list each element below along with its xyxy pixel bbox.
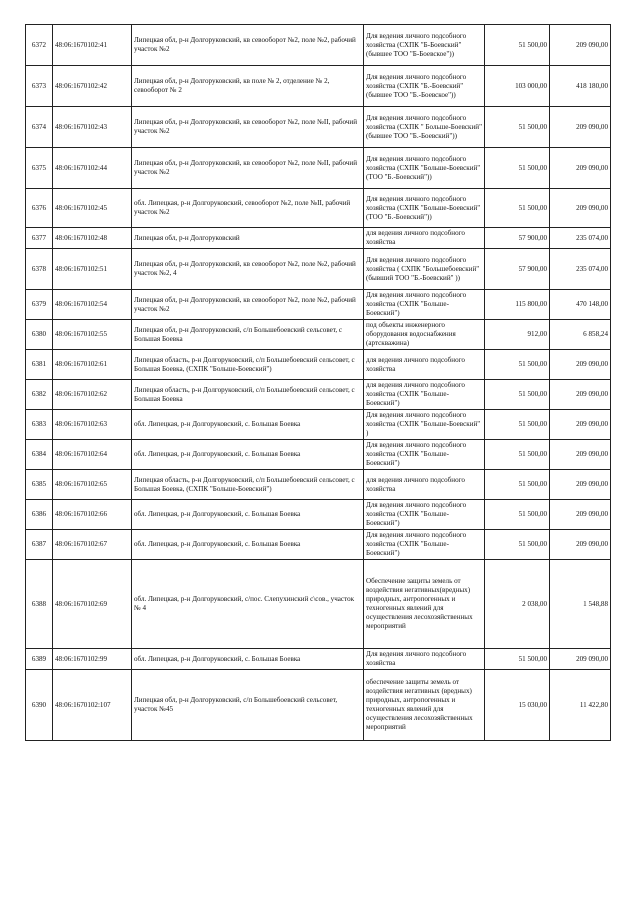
- table-row: [26, 410, 611, 440]
- permitted-use-cell: Для ведения личного подсобного хозяйства (СХПК "Больше-Боевский"): [364, 530, 485, 560]
- cadastral-value-cell: 6 858,24: [550, 320, 611, 350]
- table-row: [26, 380, 611, 410]
- table-row: [26, 649, 611, 670]
- cadastral-number-cell: 48:06:1670102:65: [53, 470, 132, 500]
- cadastral-value-cell: 235 074,00: [550, 228, 611, 249]
- area-cell: 51 500,00: [485, 649, 550, 670]
- address-cell: Липецкая обл, р-н Долгоруковский, с/п Большебоевский сельсовет, с Большая Боевка: [132, 320, 364, 350]
- cadastral-number-cell: 48:06:1670102:44: [53, 148, 132, 189]
- cadastral-number-cell: 48:06:1670102:61: [53, 350, 132, 380]
- row-number-cell: 6376: [26, 189, 53, 228]
- address-cell: Липецкая обл, р-н Долгоруковский, кв севооборот №2, поле №II, рабочий участок №2: [132, 107, 364, 148]
- permitted-use-cell: Для ведения личного подсобного хозяйства (СХПК "Б.-Боевский" (бывшее ТОО "Б.-Боевское")): [364, 66, 485, 107]
- area-cell: 51 500,00: [485, 380, 550, 410]
- address-cell: Липецкая область, р-н Долгоруковский, с/п Большебоевский сельсовет, с Большая Боевка: [132, 380, 364, 410]
- table-row: [26, 25, 611, 66]
- table-row: [26, 66, 611, 107]
- row-number-cell: 6374: [26, 107, 53, 148]
- table-row: [26, 470, 611, 500]
- table-row: [26, 350, 611, 380]
- cadastral-number-cell: 48:06:1670102:64: [53, 440, 132, 470]
- permitted-use-cell: для ведения личного подсобного хозяйства: [364, 228, 485, 249]
- area-cell: 51 500,00: [485, 470, 550, 500]
- cadastral-value-cell: 470 148,00: [550, 290, 611, 320]
- area-cell: 51 500,00: [485, 107, 550, 148]
- land-registry-table: [25, 24, 611, 741]
- area-cell: 51 500,00: [485, 410, 550, 440]
- permitted-use-cell: Для ведения личного подсобного хозяйства (СХПК " Больше-Боевский" (бывшее ТОО "Б.-Боевский")): [364, 107, 485, 148]
- table-row: [26, 107, 611, 148]
- cadastral-number-cell: 48:06:1670102:48: [53, 228, 132, 249]
- cadastral-value-cell: 209 090,00: [550, 530, 611, 560]
- cadastral-value-cell: 209 090,00: [550, 500, 611, 530]
- address-cell: обл. Липецкая, р-н Долгоруковский, с/пос. Слепухинский с\сов., участок № 4: [132, 560, 364, 649]
- table-body: [26, 25, 611, 741]
- permitted-use-cell: Для ведения личного подсобного хозяйства (СХПК "Больше-Боевский"): [364, 500, 485, 530]
- row-number-cell: 6379: [26, 290, 53, 320]
- area-cell: 51 500,00: [485, 350, 550, 380]
- cadastral-number-cell: 48:06:1670102:51: [53, 249, 132, 290]
- address-cell: Липецкая обл, р-н Долгоруковский, кв поле № 2, отделение № 2, севооборот № 2: [132, 66, 364, 107]
- table-row: [26, 440, 611, 470]
- row-number-cell: 6381: [26, 350, 53, 380]
- permitted-use-cell: обеспечение защиты земель от воздействия негативных (вредных) природных, антропогенных и техногенных явлений для осуществления лесохозяйственных мероприятий: [364, 670, 485, 741]
- area-cell: 115 800,00: [485, 290, 550, 320]
- address-cell: Липецкая обл, р-н Долгоруковский, кв севооборот №2, поле №2, рабочий участок №2: [132, 25, 364, 66]
- cadastral-value-cell: 209 090,00: [550, 649, 611, 670]
- area-cell: 51 500,00: [485, 189, 550, 228]
- permitted-use-cell: для ведения личного подсобного хозяйства (СХПК "Больше-Боевский"): [364, 380, 485, 410]
- table-row: [26, 670, 611, 741]
- address-cell: Липецкая область, р-н Долгоруковский, с/п Большебоевский сельсовет, с Большая Боевка, (СХПК "Больше-Боевский"): [132, 350, 364, 380]
- row-number-cell: 6389: [26, 649, 53, 670]
- row-number-cell: 6380: [26, 320, 53, 350]
- cadastral-value-cell: 209 090,00: [550, 470, 611, 500]
- area-cell: 51 500,00: [485, 500, 550, 530]
- permitted-use-cell: Для ведения личного подсобного хозяйства (СХПК "Больше-Боевский"): [364, 440, 485, 470]
- cadastral-number-cell: 48:06:1670102:41: [53, 25, 132, 66]
- area-cell: 51 500,00: [485, 440, 550, 470]
- permitted-use-cell: Для ведения личного подсобного хозяйства: [364, 649, 485, 670]
- table-row: [26, 228, 611, 249]
- table-row: [26, 530, 611, 560]
- permitted-use-cell: Для ведения личного подсобного хозяйства (СХПК "Больше-Боевский" (ТОО "Б.-Боевский")): [364, 148, 485, 189]
- cadastral-number-cell: 48:06:1670102:69: [53, 560, 132, 649]
- permitted-use-cell: для ведения личного подсобного хозяйства: [364, 350, 485, 380]
- area-cell: 103 000,00: [485, 66, 550, 107]
- cadastral-number-cell: 48:06:1670102:54: [53, 290, 132, 320]
- permitted-use-cell: Обеспечение защиты земель от воздействия негативных(вредных) природных, антропогенных и техногенных явлений для осуществления лесохозяйственных мероприятий: [364, 560, 485, 649]
- cadastral-value-cell: 209 090,00: [550, 380, 611, 410]
- area-cell: 51 500,00: [485, 148, 550, 189]
- row-number-cell: 6375: [26, 148, 53, 189]
- cadastral-number-cell: 48:06:1670102:107: [53, 670, 132, 741]
- address-cell: обл. Липецкая, р-н Долгоруковский, с. Большая Боевка: [132, 530, 364, 560]
- table-row: [26, 189, 611, 228]
- address-cell: Липецкая обл, р-н Долгоруковский, кв севооборот №2, поле №2, рабочий участок №2, 4: [132, 249, 364, 290]
- permitted-use-cell: под объекты инженерного оборудования водоснабжения (артскважина): [364, 320, 485, 350]
- cadastral-value-cell: 1 548,88: [550, 560, 611, 649]
- address-cell: Липецкая обл, р-н Долгоруковский: [132, 228, 364, 249]
- row-number-cell: 6388: [26, 560, 53, 649]
- cadastral-value-cell: 209 090,00: [550, 350, 611, 380]
- row-number-cell: 6382: [26, 380, 53, 410]
- area-cell: 2 038,00: [485, 560, 550, 649]
- row-number-cell: 6373: [26, 66, 53, 107]
- permitted-use-cell: Для ведения личного подсобного хозяйства ( СХПК "Большебоевский" (бывший ТОО "Б.-Боевский" )): [364, 249, 485, 290]
- cadastral-value-cell: 11 422,80: [550, 670, 611, 741]
- permitted-use-cell: Для ведения личного подсобного хозяйства (СХПК "Больше-Боевский"): [364, 290, 485, 320]
- address-cell: обл. Липецкая, р-н Долгоруковский, с. Большая Боевка: [132, 410, 364, 440]
- address-cell: обл. Липецкая, р-н Долгоруковский, с. Большая Боевка: [132, 440, 364, 470]
- address-cell: обл. Липецкая, р-н Долгоруковский, севооборот №2, поле №II, рабочий участок №2: [132, 189, 364, 228]
- area-cell: 57 900,00: [485, 249, 550, 290]
- area-cell: 51 500,00: [485, 530, 550, 560]
- cadastral-value-cell: 418 180,00: [550, 66, 611, 107]
- area-cell: 57 900,00: [485, 228, 550, 249]
- cadastral-number-cell: 48:06:1670102:43: [53, 107, 132, 148]
- cadastral-value-cell: 209 090,00: [550, 440, 611, 470]
- cadastral-number-cell: 48:06:1670102:62: [53, 380, 132, 410]
- permitted-use-cell: Для ведения личного подсобного хозяйства (СХПК "Б-Боевский" (бывшее ТОО "Б-Боевское")): [364, 25, 485, 66]
- cadastral-number-cell: 48:06:1670102:66: [53, 500, 132, 530]
- permitted-use-cell: Для ведения личного подсобного хозяйства (СХПК "Больше-Боевский" ): [364, 410, 485, 440]
- row-number-cell: 6372: [26, 25, 53, 66]
- cadastral-value-cell: 209 090,00: [550, 410, 611, 440]
- cadastral-value-cell: 235 074,00: [550, 249, 611, 290]
- cadastral-value-cell: 209 090,00: [550, 25, 611, 66]
- table-row: [26, 148, 611, 189]
- row-number-cell: 6385: [26, 470, 53, 500]
- cadastral-value-cell: 209 090,00: [550, 189, 611, 228]
- address-cell: обл. Липецкая, р-н Долгоруковский, с. Большая Боевка: [132, 649, 364, 670]
- cadastral-number-cell: 48:06:1670102:55: [53, 320, 132, 350]
- permitted-use-cell: для ведения личного подсобного хозяйства: [364, 470, 485, 500]
- table-row: [26, 249, 611, 290]
- area-cell: 912,00: [485, 320, 550, 350]
- row-number-cell: 6390: [26, 670, 53, 741]
- area-cell: 51 500,00: [485, 25, 550, 66]
- address-cell: Липецкая область, р-н Долгоруковский, с/п Большебоевский сельсовет, с Большая Боевка, (СХПК "Больше-Боевский"): [132, 470, 364, 500]
- cadastral-number-cell: 48:06:1670102:67: [53, 530, 132, 560]
- row-number-cell: 6377: [26, 228, 53, 249]
- row-number-cell: 6378: [26, 249, 53, 290]
- cadastral-value-cell: 209 090,00: [550, 148, 611, 189]
- address-cell: обл. Липецкая, р-н Долгоруковский, с. Большая Боевка: [132, 500, 364, 530]
- cadastral-number-cell: 48:06:1670102:42: [53, 66, 132, 107]
- row-number-cell: 6383: [26, 410, 53, 440]
- address-cell: Липецкая обл, р-н Долгоруковский, кв севооборот №2, поле №2, рабочий участок №2: [132, 290, 364, 320]
- cadastral-number-cell: 48:06:1670102:99: [53, 649, 132, 670]
- cadastral-number-cell: 48:06:1670102:63: [53, 410, 132, 440]
- cadastral-number-cell: 48:06:1670102:45: [53, 189, 132, 228]
- table-row: [26, 500, 611, 530]
- table-row: [26, 320, 611, 350]
- table-row: [26, 560, 611, 649]
- address-cell: Липецкая обл, р-н Долгоруковский, с/п Большебоевский сельсовет, участок №45: [132, 670, 364, 741]
- row-number-cell: 6384: [26, 440, 53, 470]
- permitted-use-cell: Для ведения личного подсобного хозяйства (СХПК "Больше-Боевский" (ТОО "Б.-Боевский")): [364, 189, 485, 228]
- table-row: [26, 290, 611, 320]
- area-cell: 15 030,00: [485, 670, 550, 741]
- row-number-cell: 6387: [26, 530, 53, 560]
- address-cell: Липецкая обл, р-н Долгоруковский, кв севооборот №2, поле №II, рабочий участок №2: [132, 148, 364, 189]
- cadastral-value-cell: 209 090,00: [550, 107, 611, 148]
- row-number-cell: 6386: [26, 500, 53, 530]
